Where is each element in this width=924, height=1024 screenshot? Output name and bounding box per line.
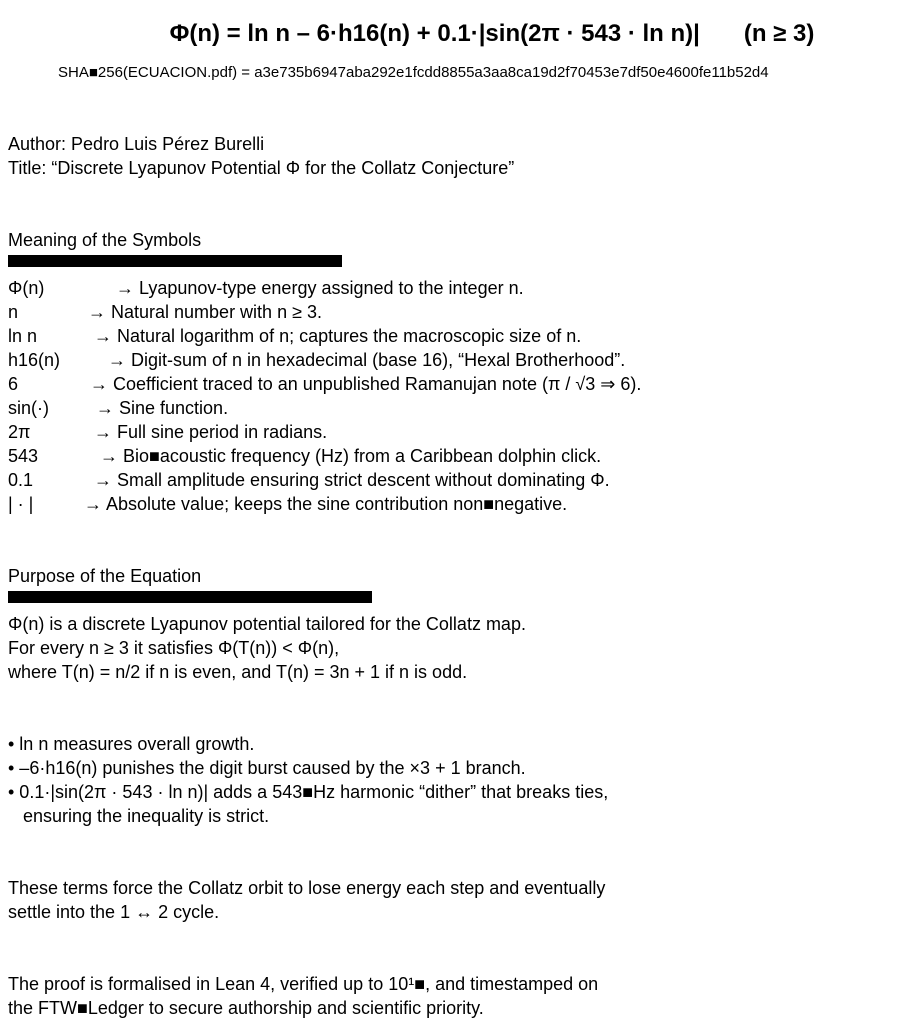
symbol-row: [8, 300, 322, 324]
purpose-line: Φ(n) is a discrete Lyapunov potential tailored for the Collatz map.: [8, 614, 526, 634]
symbol-cell: 0.1: [8, 470, 34, 490]
final-line: the FTW■Ledger to secure authorship and scientific priority.: [8, 998, 484, 1018]
bullet-item: • ln n measures overall growth.: [8, 734, 255, 754]
symbol-cell: 2π: [8, 422, 31, 442]
symbol-cell: sin(·): [8, 398, 49, 418]
bullet-item: • 0.1·|sin(2π · 543 · ln n)| adds a 543■Hz harmonic “dither” that breaks ties,: [8, 782, 609, 802]
equation-heading: [0, 20, 924, 48]
closing-line: settle into the 1 ↔ 2 cycle.: [8, 902, 220, 922]
bullet-item: • –6·h16(n) punishes the digit burst caused by the ×3 + 1 branch.: [8, 758, 526, 778]
symbol-row: [8, 444, 602, 468]
symbol-row: [8, 492, 568, 516]
meaning-cell: → Digit-sum of n in hexadecimal (base 16), “Hexal Brotherhood”.: [108, 350, 626, 370]
symbols-heading: Meaning of the Symbols: [8, 230, 202, 250]
purpose-heading-block: [8, 564, 372, 603]
meaning-cell: → Small amplitude ensuring strict descent without dominating Φ.: [94, 470, 610, 490]
symbol-row: [8, 468, 610, 492]
purpose-line: For every n ≥ 3 it satisfies Φ(T(n)) < Φ(n),: [8, 638, 340, 658]
equation-condition: (n ≥ 3): [743, 20, 815, 47]
symbol-cell: 543: [8, 446, 39, 466]
purpose-heading: Purpose of the Equation: [8, 566, 202, 586]
symbol-row: [8, 276, 524, 300]
symbol-cell: | · |: [8, 494, 34, 514]
equation-text: Φ(n) = ln n – 6·h16(n) + 0.1·|sin(2π · 543 · ln n)|: [169, 20, 700, 47]
meaning-cell: → Lyapunov-type energy assigned to the integer n.: [116, 278, 524, 298]
meaning-cell: → Natural logarithm of n; captures the macroscopic size of n.: [94, 326, 582, 346]
hash-line: SHA■256(ECUACION.pdf) = a3e735b6947aba292e1fcdd8855a3aa8ca19d2f70453e7df50e4600fe11b52d4: [58, 64, 769, 81]
author-line: Author: Pedro Luis Pérez Burelli: [8, 134, 265, 154]
meaning-cell: → Full sine period in radians.: [94, 422, 328, 442]
symbol-row: [8, 348, 626, 372]
symbol-row: [8, 324, 582, 348]
symbol-row: [8, 420, 328, 444]
meaning-cell: → Bio■acoustic frequency (Hz) from a Caribbean dolphin click.: [100, 446, 602, 466]
symbol-cell: n: [8, 302, 19, 322]
symbol-row: [8, 372, 642, 396]
title-line: Title: “Discrete Lyapunov Potential Φ for the Collatz Conjecture”: [8, 158, 515, 178]
bullet-item-continuation: ensuring the inequality is strict.: [8, 806, 270, 826]
symbol-cell: 6: [8, 374, 19, 394]
symbol-cell: h16(n): [8, 350, 61, 370]
purpose-line: where T(n) = n/2 if n is even, and T(n) = 3n + 1 if n is odd.: [8, 662, 468, 682]
final-line: The proof is formalised in Lean 4, verified up to 10¹■, and timestamped on: [8, 974, 599, 994]
symbol-row: [8, 396, 229, 420]
meaning-cell: → Coefficient traced to an unpublished Ramanujan note (π / √3 ⇒ 6).: [90, 374, 642, 394]
meaning-cell: → Sine function.: [96, 398, 229, 418]
symbol-cell: ln n: [8, 326, 38, 346]
purpose-heading-rule: [8, 591, 372, 603]
symbols-heading-rule: [8, 255, 342, 267]
symbols-heading-block: [8, 228, 342, 267]
meaning-cell: → Absolute value; keeps the sine contribution non■negative.: [84, 494, 568, 514]
symbol-cell: Φ(n): [8, 278, 45, 298]
closing-line: These terms force the Collatz orbit to lose energy each step and eventually: [8, 878, 606, 898]
meaning-cell: → Natural number with n ≥ 3.: [88, 302, 322, 322]
